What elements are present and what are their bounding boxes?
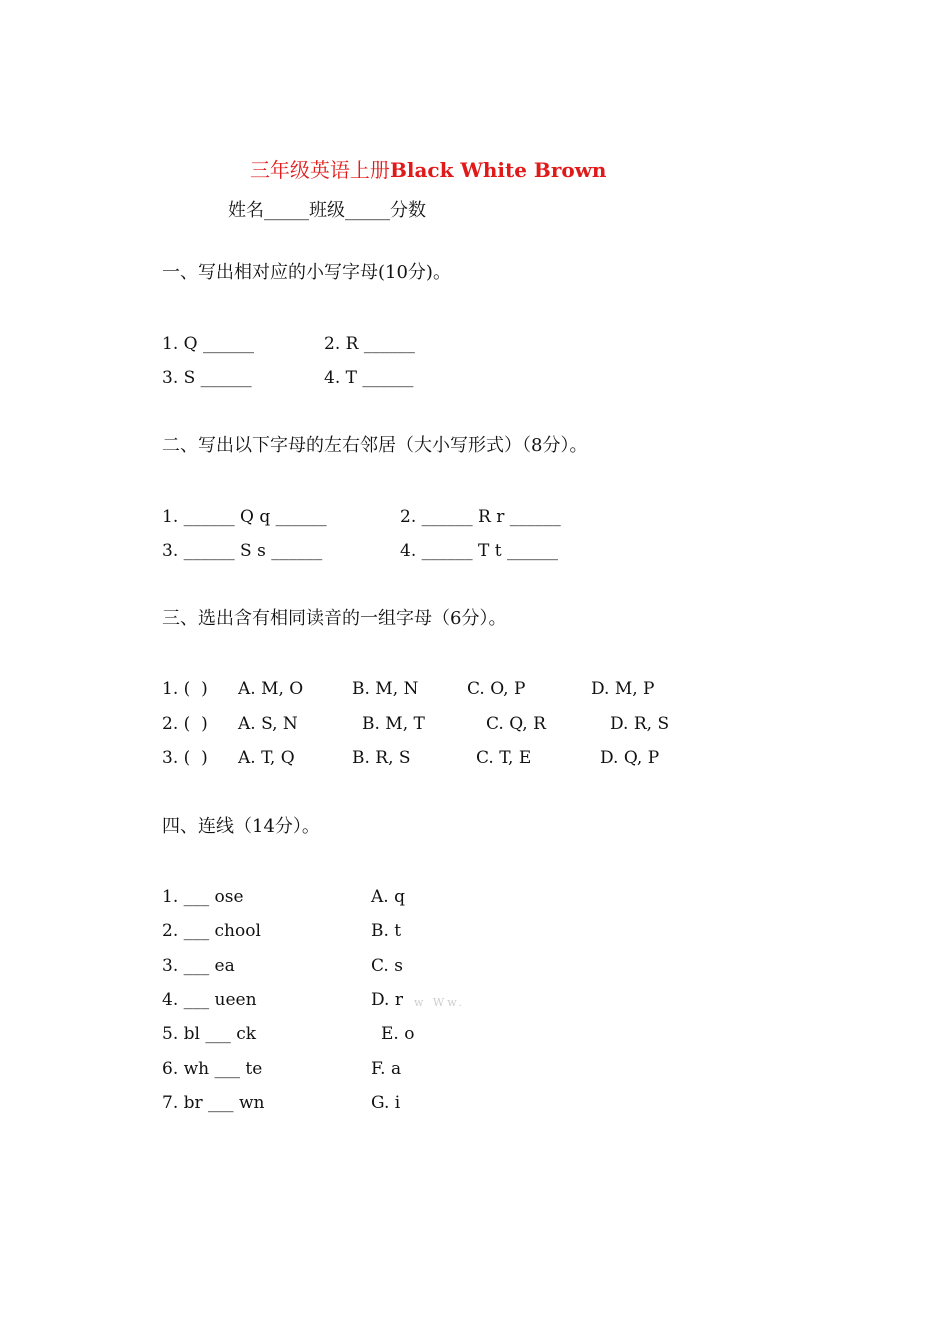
section2-item: 2. ______ R r ______ bbox=[400, 507, 561, 527]
section3-question-number: 1. ( ) bbox=[162, 679, 208, 699]
section2-item: 1. ______ Q q ______ bbox=[162, 507, 327, 527]
section3-option: A. M, O bbox=[238, 679, 304, 699]
watermark-text: w Ww. bbox=[414, 996, 465, 1009]
section1-item: 1. Q ______ bbox=[162, 334, 254, 354]
matching-left-item: 4. ___ ueen bbox=[162, 990, 257, 1010]
section2-item: 3. ______ S s ______ bbox=[162, 541, 323, 561]
matching-left-item: 6. wh ___ te bbox=[162, 1059, 263, 1079]
section3-option: C. Q, R bbox=[486, 714, 546, 734]
section1-item: 3. S ______ bbox=[162, 368, 252, 388]
section1-heading: 一、写出相对应的小写字母(10分)。 bbox=[162, 262, 451, 283]
title-english: Black White Brown bbox=[389, 158, 607, 182]
matching-left-item: 7. br ___ wn bbox=[162, 1093, 265, 1113]
section3-question-number: 2. ( ) bbox=[162, 714, 208, 734]
section3-question-number: 3. ( ) bbox=[162, 748, 208, 768]
section3-option: B. M, T bbox=[362, 714, 425, 734]
student-info-line: 姓名_____班级_____分数 bbox=[228, 200, 426, 221]
matching-right-item: G. i bbox=[371, 1093, 401, 1113]
matching-right-item: D. r bbox=[371, 990, 403, 1010]
section2-item: 4. ______ T t ______ bbox=[400, 541, 559, 561]
section1-item: 4. T ______ bbox=[324, 368, 414, 388]
matching-right-item: E. o bbox=[381, 1024, 415, 1044]
section1-item: 2. R ______ bbox=[324, 334, 415, 354]
matching-right-item: A. q bbox=[371, 887, 405, 907]
section3-option: C. T, E bbox=[476, 748, 532, 768]
matching-left-item: 3. ___ ea bbox=[162, 956, 235, 976]
section3-option: C. O, P bbox=[467, 679, 526, 699]
matching-left-item: 5. bl ___ ck bbox=[162, 1024, 257, 1044]
page-title bbox=[236, 140, 606, 180]
matching-right-item: C. s bbox=[371, 956, 403, 976]
section3-option: A. T, Q bbox=[238, 748, 295, 768]
section4-heading: 四、连线（14分）。 bbox=[162, 816, 320, 837]
matching-right-item: B. t bbox=[371, 921, 402, 941]
section3-option: D. R, S bbox=[610, 714, 670, 734]
section3-option: B. R, S bbox=[352, 748, 411, 768]
section3-option: B. M, N bbox=[352, 679, 419, 699]
section2-heading: 二、写出以下字母的左右邻居（大小写形式）（8分）。 bbox=[162, 435, 588, 456]
section3-option: D. M, P bbox=[591, 679, 655, 699]
section3-option: A. S, N bbox=[238, 714, 298, 734]
matching-left-item: 1. ___ ose bbox=[162, 887, 244, 907]
title-chinese: 三年级英语上册 bbox=[249, 158, 390, 182]
section3-heading: 三、选出含有相同读音的一组字母（6分）。 bbox=[162, 608, 507, 629]
matching-right-item: F. a bbox=[371, 1059, 402, 1079]
section3-option: D. Q, P bbox=[600, 748, 660, 768]
matching-left-item: 2. ___ chool bbox=[162, 921, 261, 941]
